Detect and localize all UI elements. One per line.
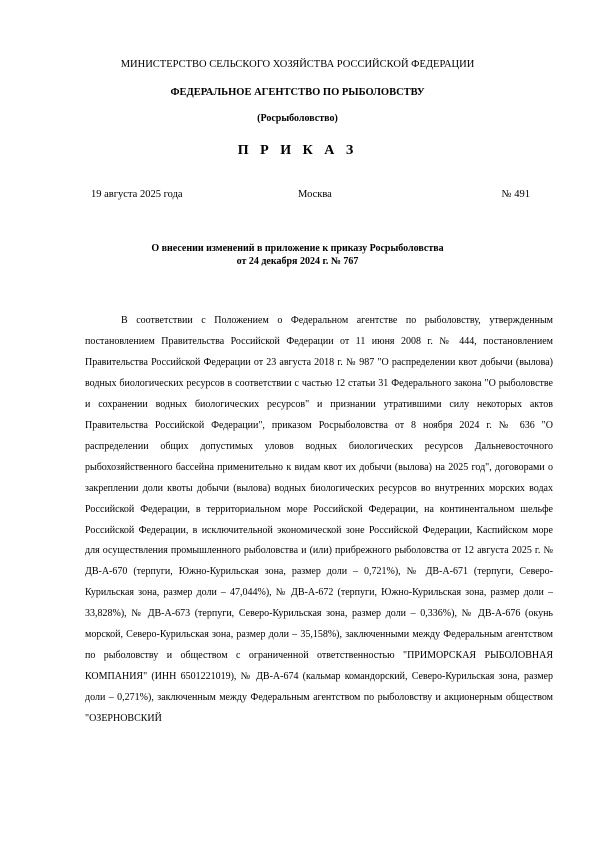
order-body xyxy=(85,311,553,730)
order-date: 19 августа 2025 года xyxy=(91,189,183,200)
ministry-name: МИНИСТЕРСТВО СЕЛЬСКОГО ХОЗЯЙСТВА РОССИЙСКОЙ ФЕДЕРАЦИИ xyxy=(120,59,475,70)
agency-name: ФЕДЕРАЛЬНОЕ АГЕНТСТВО ПО РЫБОЛОВСТВУ xyxy=(170,87,425,98)
order-number: № 491 xyxy=(501,189,530,200)
body-paragraph-1: В соответствии с Положением о Федеральном агентстве по рыболовству, утвержденным постановлением Правительства Российской Федерации от 11 июня 2008 г. № 444, постановлением Правительства Российской Федерации от 23 августа 2018 г. № 987 "О распределении квот добычи (вылова) водных биологических ресурсов в соответствии с частью 12 статьи 31 Федерального закона "О рыболовстве и сохранении водных биологических ресурсов" и признании утратившими силу некоторых актов Правительства Российской Федерации", приказом Росрыболовства от 8 ноября 2024 г. № 636 "О распределении общих допустимых уловов водных биологических ресурсов Дальневосточного рыбохозяйственного бассейна применительно к видам квот их добычи (вылова) на 2025 год", договорами о закреплении доли квоты добычи (вылова) водных биологических ресурсов во внутренних морских водах Российской Федерации, в территориальном море Российской Федерации, на континентальном шельфе Российской Федерации, в исключительной экономической зоне Российской Федерации, Каспийском море для осуществления промышленного рыболовства и (или) прибрежного рыболовства от 12 августа 2025 г. № ДВ-А-670 (терпуги, Южно-Курильская зона, размер доли – 0,721%), № ДВ-А-671 (терпуги, Северо-Курильская зона, размер доли – 47,044%), № ДВ-А-672 (терпуги, Южно-Курильская зона, размер доли – 33,828%), № ДВ-А-673 (терпуги, Северо-Курильская зона, размер доли – 0,336%), № ДВ-А-676 (окунь морской, Северо-Курильская зона, размер доли – 35,158%), заключенными между Федеральным агентством по рыболовству и обществом с ограниченной ответственностью "ПРИМОРСКАЯ РЫБОЛОВНАЯ КОМПАНИЯ" (ИНН 6501221019), № ДВ-А-674 (кальмар командорский, Северо-Курильская зона, размер доли – 0,271%), заключенным между Федеральным агентством по рыболовству и акционерным обществом "ОЗЕРНОВСКИЙ xyxy=(85,315,553,725)
agency-short-name: (Росрыболовство) xyxy=(257,113,338,124)
order-city: Москва xyxy=(298,189,332,200)
subject-line-1: О внесении изменений в приложение к приказу Росрыболовства xyxy=(151,243,444,254)
document-type-title: П Р И К А З xyxy=(237,143,358,158)
subject-line-2: от 24 декабря 2024 г. № 767 xyxy=(236,256,359,267)
order-subject xyxy=(0,242,595,268)
